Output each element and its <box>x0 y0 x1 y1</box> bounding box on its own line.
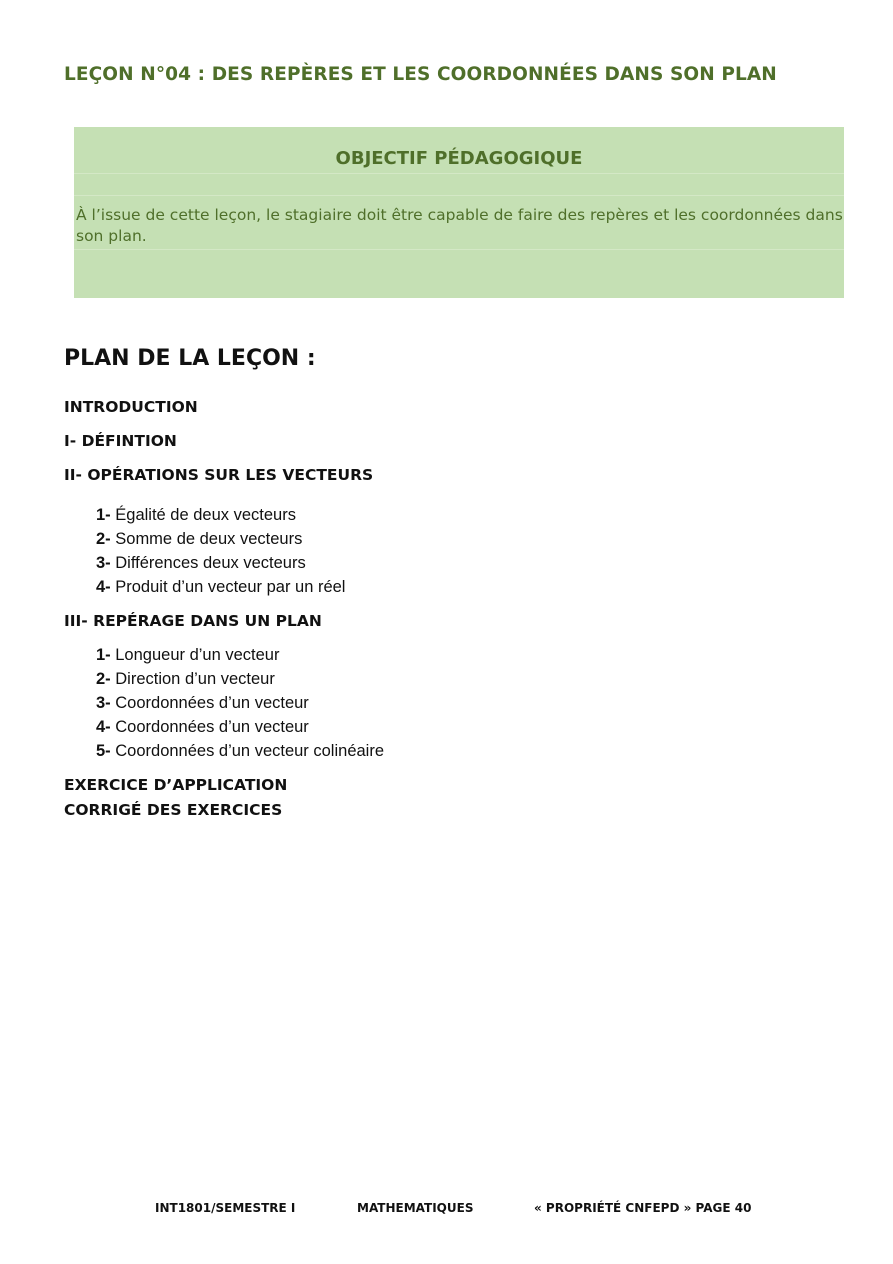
item-text: Différences deux vecteurs <box>110 554 306 572</box>
operations-list <box>96 503 345 599</box>
objective-heading: OBJECTIF PÉDAGOGIQUE <box>335 148 583 169</box>
list-item <box>96 527 345 551</box>
box-divider <box>74 173 844 174</box>
item-text: Égalité de deux vecteurs <box>110 506 296 524</box>
item-text: Coordonnées d’un vecteur <box>110 694 309 712</box>
item-number: 1- <box>96 506 111 524</box>
objective-box <box>74 127 844 298</box>
section-introduction: INTRODUCTION <box>64 398 198 416</box>
list-item <box>96 691 384 715</box>
item-text: Direction d’un vecteur <box>110 670 275 688</box>
list-item <box>96 503 345 527</box>
item-text: Produit d’un vecteur par un réel <box>110 578 346 596</box>
lesson-title: LEÇON N°04 : DES REPÈRES ET LES COORDONNÉES DANS SON PLAN <box>64 64 777 85</box>
section-operations-title: II- OPÉRATIONS SUR LES VECTEURS <box>64 466 374 484</box>
list-item <box>96 739 384 763</box>
item-text: Coordonnées d’un vecteur <box>110 718 309 736</box>
item-text: Longueur d’un vecteur <box>110 646 280 664</box>
item-number: 3- <box>96 554 111 572</box>
box-divider <box>74 195 844 196</box>
section-definition: I- DÉFINTION <box>64 432 177 450</box>
item-number: 1- <box>96 646 111 664</box>
footer-property-page: « PROPRIÉTÉ CNFEPD » PAGE 40 <box>534 1201 752 1215</box>
item-number: 4- <box>96 578 111 596</box>
item-text: Coordonnées d’un vecteur colinéaire <box>110 742 385 760</box>
list-item <box>96 551 345 575</box>
section-correction: CORRIGÉ DES EXERCICES <box>64 801 283 819</box>
reperage-list <box>96 643 384 763</box>
list-item <box>96 715 384 739</box>
list-item <box>96 575 345 599</box>
item-number: 2- <box>96 670 111 688</box>
section-reperage-title: III- REPÉRAGE DANS UN PLAN <box>64 612 322 630</box>
item-number: 2- <box>96 530 111 548</box>
plan-heading: PLAN DE LA LEÇON : <box>64 346 316 371</box>
box-divider <box>74 249 844 250</box>
item-number: 5- <box>96 742 111 760</box>
footer-subject: MATHEMATIQUES <box>357 1201 474 1215</box>
footer-course: INT1801/SEMESTRE I <box>155 1201 296 1215</box>
item-text: Somme de deux vecteurs <box>110 530 303 548</box>
objective-text: À l’issue de cette leçon, le stagiaire doit être capable de faire des repères et les coordonnées dans son plan. <box>76 206 843 245</box>
section-exercise: EXERCICE D’APPLICATION <box>64 776 288 794</box>
list-item <box>96 667 384 691</box>
item-number: 4- <box>96 718 111 736</box>
item-number: 3- <box>96 694 111 712</box>
list-item <box>96 643 384 667</box>
